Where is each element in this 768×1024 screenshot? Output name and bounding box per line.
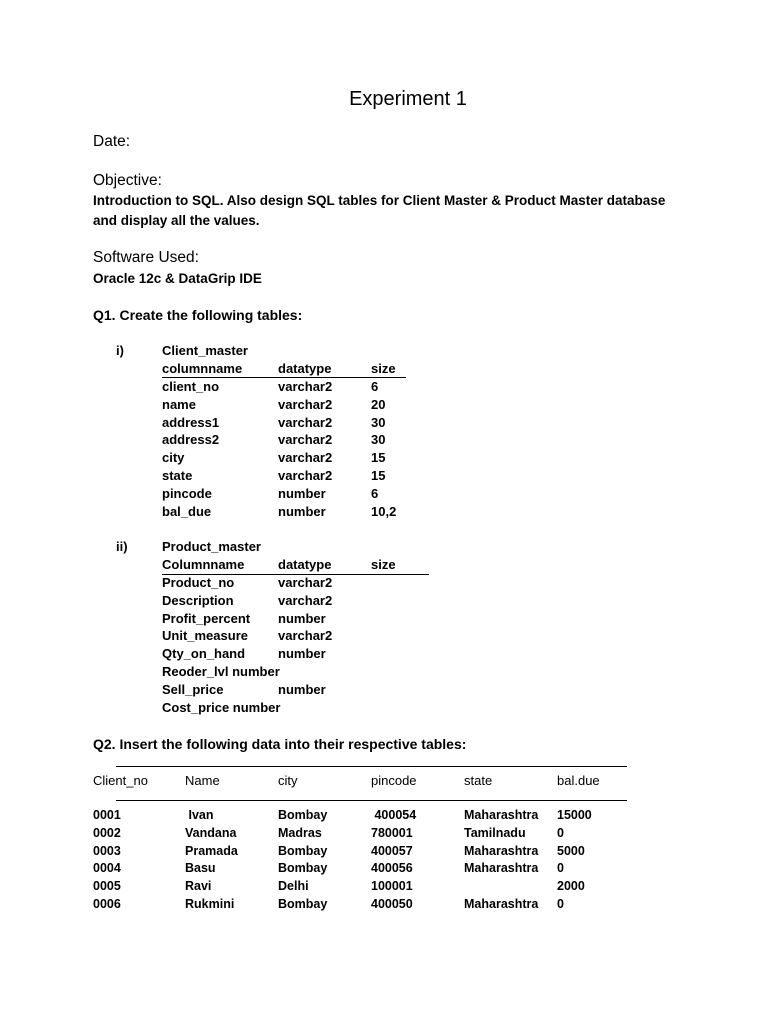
size-cell: 30	[371, 432, 386, 448]
client-no-cell: 0001	[93, 808, 121, 822]
header-bal-due: bal.due	[557, 773, 600, 788]
bal-due-cell: 0	[557, 825, 564, 840]
city-cell: Bombay	[278, 843, 328, 858]
name-cell: Ravi	[185, 879, 212, 894]
software-text: Oracle 12c & DataGrip IDE	[93, 271, 262, 286]
header-pincode: pincode	[371, 773, 417, 788]
column-name-cell: state	[162, 468, 193, 483]
state-cell: Tamilnadu	[464, 825, 526, 840]
pincode-cell: 100001	[371, 879, 413, 894]
client-no-cell: 0004	[93, 861, 121, 876]
size-cell: 6	[371, 485, 379, 501]
datatype-cell: varchar2	[278, 396, 333, 412]
pincode-cell: 400057	[371, 843, 413, 858]
city-cell: Madras	[278, 825, 322, 840]
product-master-title: Product_master	[162, 539, 261, 554]
column-name-cell: Unit_measure	[162, 628, 248, 644]
client-no-cell: 0003	[93, 843, 121, 858]
name-cell: Pramada	[185, 843, 238, 858]
column-header-columnname: columnname	[162, 361, 243, 376]
pincode-cell: 400054	[371, 808, 417, 822]
size-cell: 30	[371, 414, 386, 430]
name-cell: Rukmini	[185, 897, 235, 911]
name-cell: Ivan	[185, 808, 214, 822]
column-name-cell: bal_due	[162, 503, 212, 519]
datatype-cell: varchar2	[278, 628, 333, 644]
datatype-cell: varchar2	[278, 575, 333, 590]
bal-due-cell: 0	[557, 861, 564, 876]
datatype-cell: varchar2	[278, 592, 333, 608]
column-name-cell: city	[162, 450, 185, 466]
datatype-cell: number	[278, 485, 326, 501]
client-no-cell: 0005	[93, 879, 121, 894]
datatype-cell: varchar2	[278, 468, 333, 483]
software-label: Software Used:	[93, 249, 199, 266]
size-cell: 6	[371, 379, 379, 394]
column-header-size: size	[371, 361, 396, 376]
client-no-cell: 0006	[93, 897, 121, 911]
date-label: Date:	[93, 133, 131, 150]
client-master-header-underline	[162, 377, 406, 378]
size-cell: 15	[371, 450, 386, 466]
objective-line-1: Introduction to SQL. Also design SQL tables for Client Master & Product Master database	[93, 193, 666, 208]
datatype-cell: number	[278, 646, 326, 662]
data-table-header-rule	[116, 800, 627, 801]
datatype-cell: varchar2	[278, 414, 333, 430]
client-master-numeral: i)	[116, 343, 124, 358]
column-header-datatype: datatype	[278, 557, 332, 572]
pincode-cell: 780001	[371, 825, 413, 840]
client-no-cell: 0002	[93, 825, 121, 840]
city-cell: Bombay	[278, 897, 328, 911]
column-name-cell: client_no	[162, 379, 220, 394]
size-cell: 15	[371, 468, 386, 483]
objective-label: Objective:	[93, 172, 162, 189]
page-title: Experiment 1	[349, 88, 467, 110]
city-cell: Delhi	[278, 879, 309, 894]
column-name-cell: Description	[162, 592, 234, 608]
datatype-cell: varchar2	[278, 379, 333, 394]
name-cell: Basu	[185, 861, 216, 876]
column-name-cell: pincode	[162, 485, 212, 501]
city-cell: Bombay	[278, 808, 328, 822]
question-1: Q1. Create the following tables:	[93, 307, 303, 323]
question-2: Q2. Insert the following data into their respective tables:	[93, 736, 467, 752]
bal-due-cell: 15000	[557, 808, 592, 822]
objective-line-2: and display all the values.	[93, 213, 260, 228]
column-name-cell: address1	[162, 414, 220, 430]
datatype-cell: number	[278, 503, 326, 519]
datatype-cell: varchar2	[278, 432, 333, 448]
column-name-cell: name	[162, 396, 196, 412]
size-cell: 20	[371, 396, 386, 412]
column-header-columnname: Columnname	[162, 557, 245, 572]
header-client-no: Client_no	[93, 773, 148, 788]
datatype-cell: varchar2	[278, 450, 333, 466]
header-state: state	[464, 773, 493, 788]
city-cell: Bombay	[278, 861, 328, 876]
datatype-cell: number	[278, 681, 326, 697]
column-header-size: size	[371, 557, 396, 572]
column-name-cell: Cost_price number	[162, 699, 281, 715]
column-name-cell: address2	[162, 432, 220, 448]
state-cell: Maharashtra	[464, 897, 539, 911]
size-cell: 10,2	[371, 503, 397, 519]
state-cell: Maharashtra	[464, 843, 539, 858]
column-name-cell: Profit_percent	[162, 610, 251, 626]
bal-due-cell: 2000	[557, 879, 585, 894]
header-name: Name	[185, 773, 220, 788]
column-name-cell: Product_no	[162, 575, 235, 590]
data-table-top-rule	[116, 766, 627, 767]
bal-due-cell: 5000	[557, 843, 585, 858]
product-master-numeral: ii)	[116, 539, 128, 554]
column-header-datatype: datatype	[278, 361, 332, 376]
pincode-cell: 400050	[371, 897, 413, 911]
datatype-cell: number	[278, 610, 326, 626]
pincode-cell: 400056	[371, 861, 413, 876]
column-name-cell: Reoder_lvl number	[162, 664, 280, 679]
state-cell: Maharashtra	[464, 808, 539, 822]
header-city: city	[278, 773, 298, 788]
bal-due-cell: 0	[557, 897, 564, 911]
column-name-cell: Sell_price	[162, 681, 224, 697]
state-cell: Maharashtra	[464, 861, 539, 876]
column-name-cell: Qty_on_hand	[162, 646, 246, 662]
client-master-title: Client_master	[162, 343, 248, 358]
name-cell: Vandana	[185, 825, 237, 840]
